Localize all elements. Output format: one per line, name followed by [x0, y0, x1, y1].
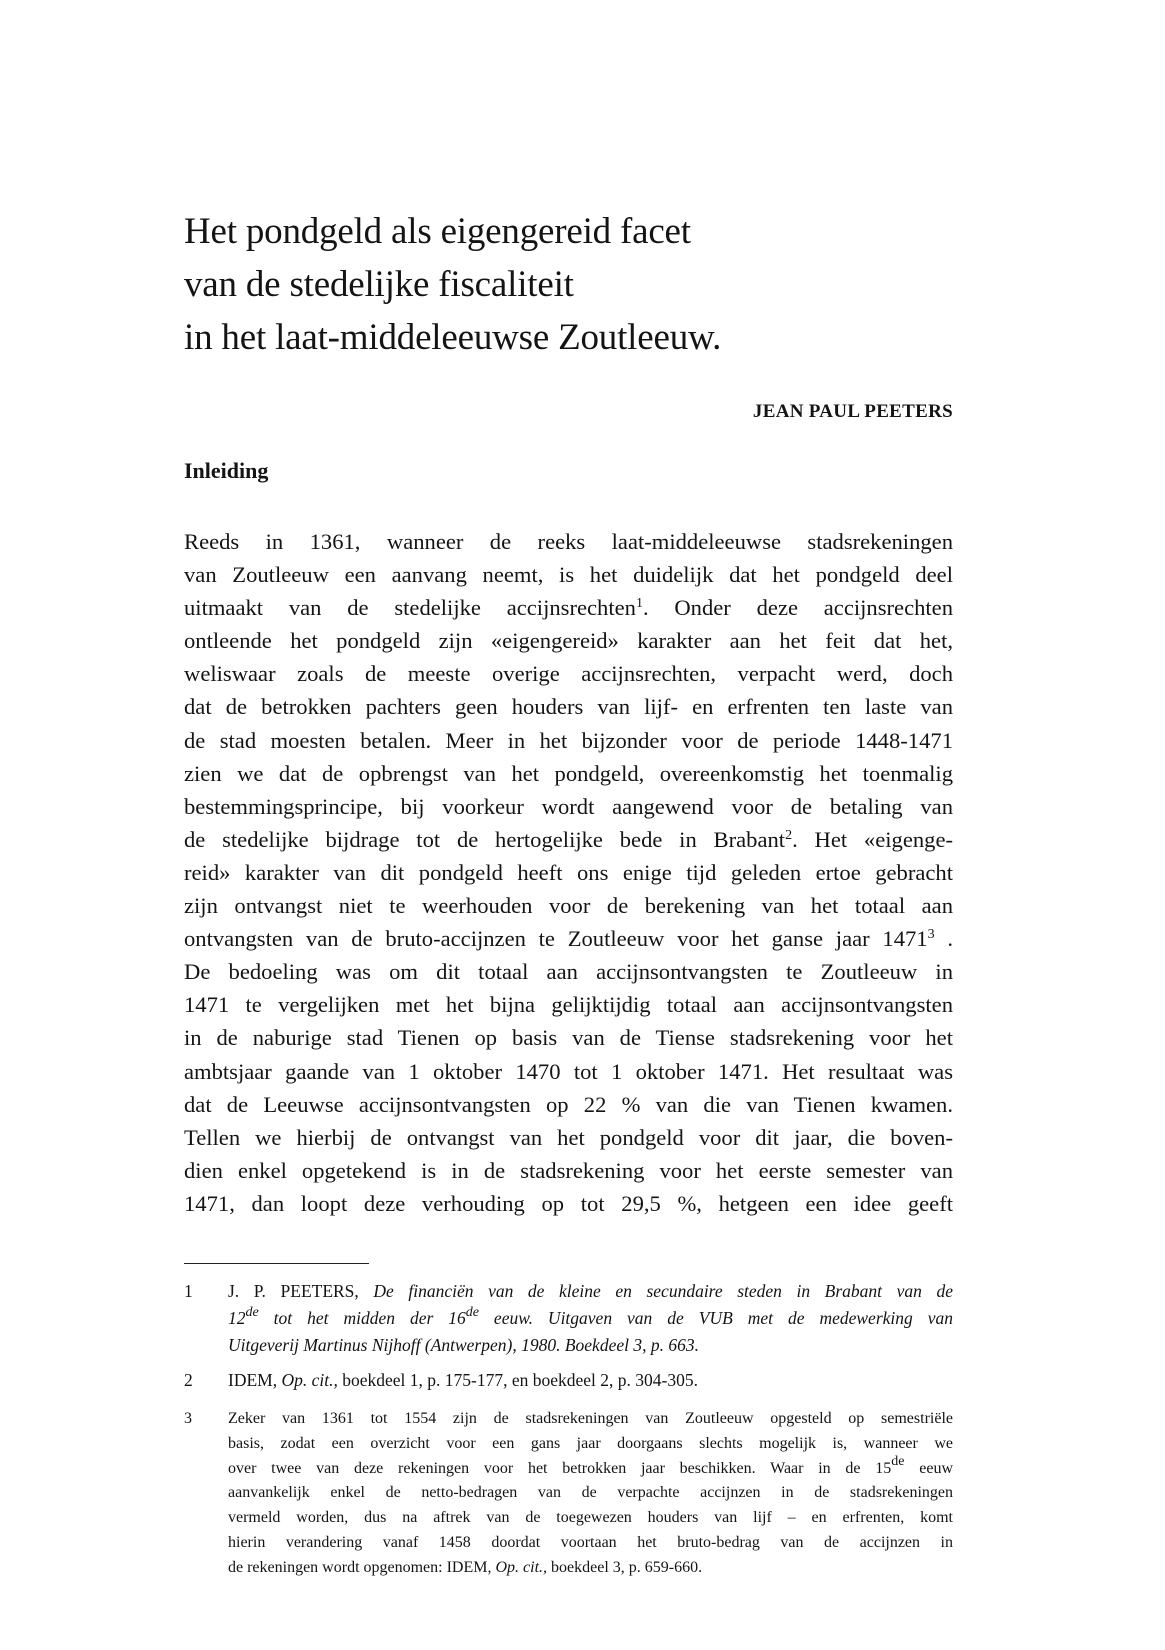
- body-line: De bedoeling was om dit totaal aan accijnsontvangsten te Zoutleeuw in: [184, 959, 953, 985]
- footnote-number: 3: [184, 1410, 192, 1427]
- body-line: van Zoutleeuw een aanvang neemt, is het duidelijk dat het pondgeld deel: [184, 562, 953, 588]
- title-line: in het laat-middeleeuwse Zoutleeuw.: [184, 317, 722, 358]
- footnote-number: 2: [184, 1370, 193, 1390]
- body-line: ambtsjaar gaande van 1 oktober 1470 tot 1 oktober 1471. Het resultaat was: [184, 1058, 953, 1084]
- author-name: JEAN PAUL PEETERS: [752, 401, 953, 422]
- footnote-line: 12de tot het midden der 16de eeuw. Uitgaven van de VUB met de medewerking van: [228, 1305, 953, 1328]
- body-line: 1471, dan loopt deze verhouding op tot 29,5 %, hetgeen een idee geeft: [184, 1190, 953, 1216]
- body-line: dat de Leeuwse accijnsontvangsten op 22 % van die van Tienen kwamen.: [184, 1091, 953, 1117]
- body-line: reid» karakter van dit pondgeld heeft ons enige tijd geleden ertoe gebracht: [184, 859, 953, 885]
- title-line: Het pondgeld als eigengereid facet: [184, 211, 691, 252]
- title-line: van de stedelijke fiscaliteit: [184, 264, 574, 305]
- footnote-line: J. P. PEETERS, De financiën van de kleine en secundaire steden in Brabant van de: [228, 1281, 953, 1301]
- footnote-divider: [184, 1263, 369, 1264]
- body-line: Reeds in 1361, wanneer de reeks laat-middeleeuwse stadsrekeningen: [184, 529, 953, 554]
- body-line: uitmaakt van de stedelijke accijnsrechten$^1$. Onder deze accijnsrechten: [184, 595, 953, 621]
- footnote-line: IDEM, Op. cit., boekdeel 1, p. 175-177, en boekdeel 2, p. 304-305.: [228, 1370, 698, 1390]
- footnote-line: Zeker van 1361 tot 1554 zijn de stadsrekeningen van Zoutleeuw opgesteld op semestriële: [228, 1410, 953, 1427]
- footnote-line: vermeld worden, dus na aftrek van de toegewezen houders van lijf – en erfrenten, komt: [228, 1509, 953, 1527]
- footnote-line: over twee van deze rekeningen voor het betrokken jaar beschikken. Waar in de 15de eeuw: [228, 1453, 954, 1477]
- body-line: de stedelijke bijdrage tot de hertogelijke bede in Brabant$^2$. Het «eigenge-: [184, 826, 953, 852]
- body-line: ontvangsten van de bruto-accijnzen te Zoutleeuw voor het ganse jaar 1471$^3$ .: [184, 926, 953, 952]
- footnote-ref[interactable]: 2: [785, 827, 793, 843]
- body-paragraph: [184, 525, 953, 1220]
- footnote-line: de rekeningen wordt opgenomen: IDEM, Op. cit., boekdeel 3, p. 659-660.: [228, 1558, 703, 1576]
- body-line: 1471 te vergelijken met het bijna gelijktijdig totaal aan accijnsontvangsten: [184, 992, 953, 1018]
- footnote-line: aanvankelijk enkel de netto-bedragen van de verpachte accijnzen in de stadsrekeningen: [228, 1484, 953, 1502]
- body-line: zien we dat de opbrengst van het pondgeld, overeenkomstig het toenmalig: [184, 760, 953, 786]
- footnote-number: 1: [184, 1281, 193, 1301]
- footnote-line: hierin verandering vanaf 1458 doordat voortaan het bruto-bedrag van de accijnzen in: [228, 1533, 953, 1551]
- footnote-ref[interactable]: 1: [635, 596, 643, 612]
- body-line: de stad moesten betalen. Meer in het bijzonder voor de periode 1448-1471: [184, 727, 953, 753]
- body-line: dien enkel opgetekend is in de stadsrekening voor het eerste semester van: [184, 1157, 953, 1183]
- body-line: Tellen we hierbij de ontvangst van het pondgeld voor dit jaar, die boven-: [184, 1124, 953, 1150]
- footnote-line: basis, zodat een overzicht voor een gans jaar doorgaans slechts mogelijk is, wanneer we: [228, 1434, 953, 1452]
- footnote-ref[interactable]: 3: [927, 927, 935, 943]
- body-line: bestemmingsprincipe, bij voorkeur wordt aangewend voor de betaling van: [184, 793, 953, 819]
- section-heading: Inleiding: [184, 458, 269, 483]
- body-line: zijn ontvangst niet te weerhouden voor de berekening van het totaal aan: [184, 893, 953, 919]
- footnote-line: Uitgeverij Martinus Nijhoff (Antwerpen), 1980. Boekdeel 3, p. 663.: [228, 1335, 699, 1355]
- body-line: ontleende het pondgeld zijn «eigengereid» karakter aan het feit dat het,: [184, 628, 953, 654]
- body-line: weliswaar zoals de meeste overige accijnsrechten, verpacht werd, doch: [184, 661, 953, 687]
- article-title: [184, 205, 1004, 364]
- body-line: dat de betrokken pachters geen houders van lijf- en erfrenten ten laste van: [184, 694, 953, 720]
- body-line: in de naburige stad Tienen op basis van de Tiense stadsrekening voor het: [184, 1025, 953, 1051]
